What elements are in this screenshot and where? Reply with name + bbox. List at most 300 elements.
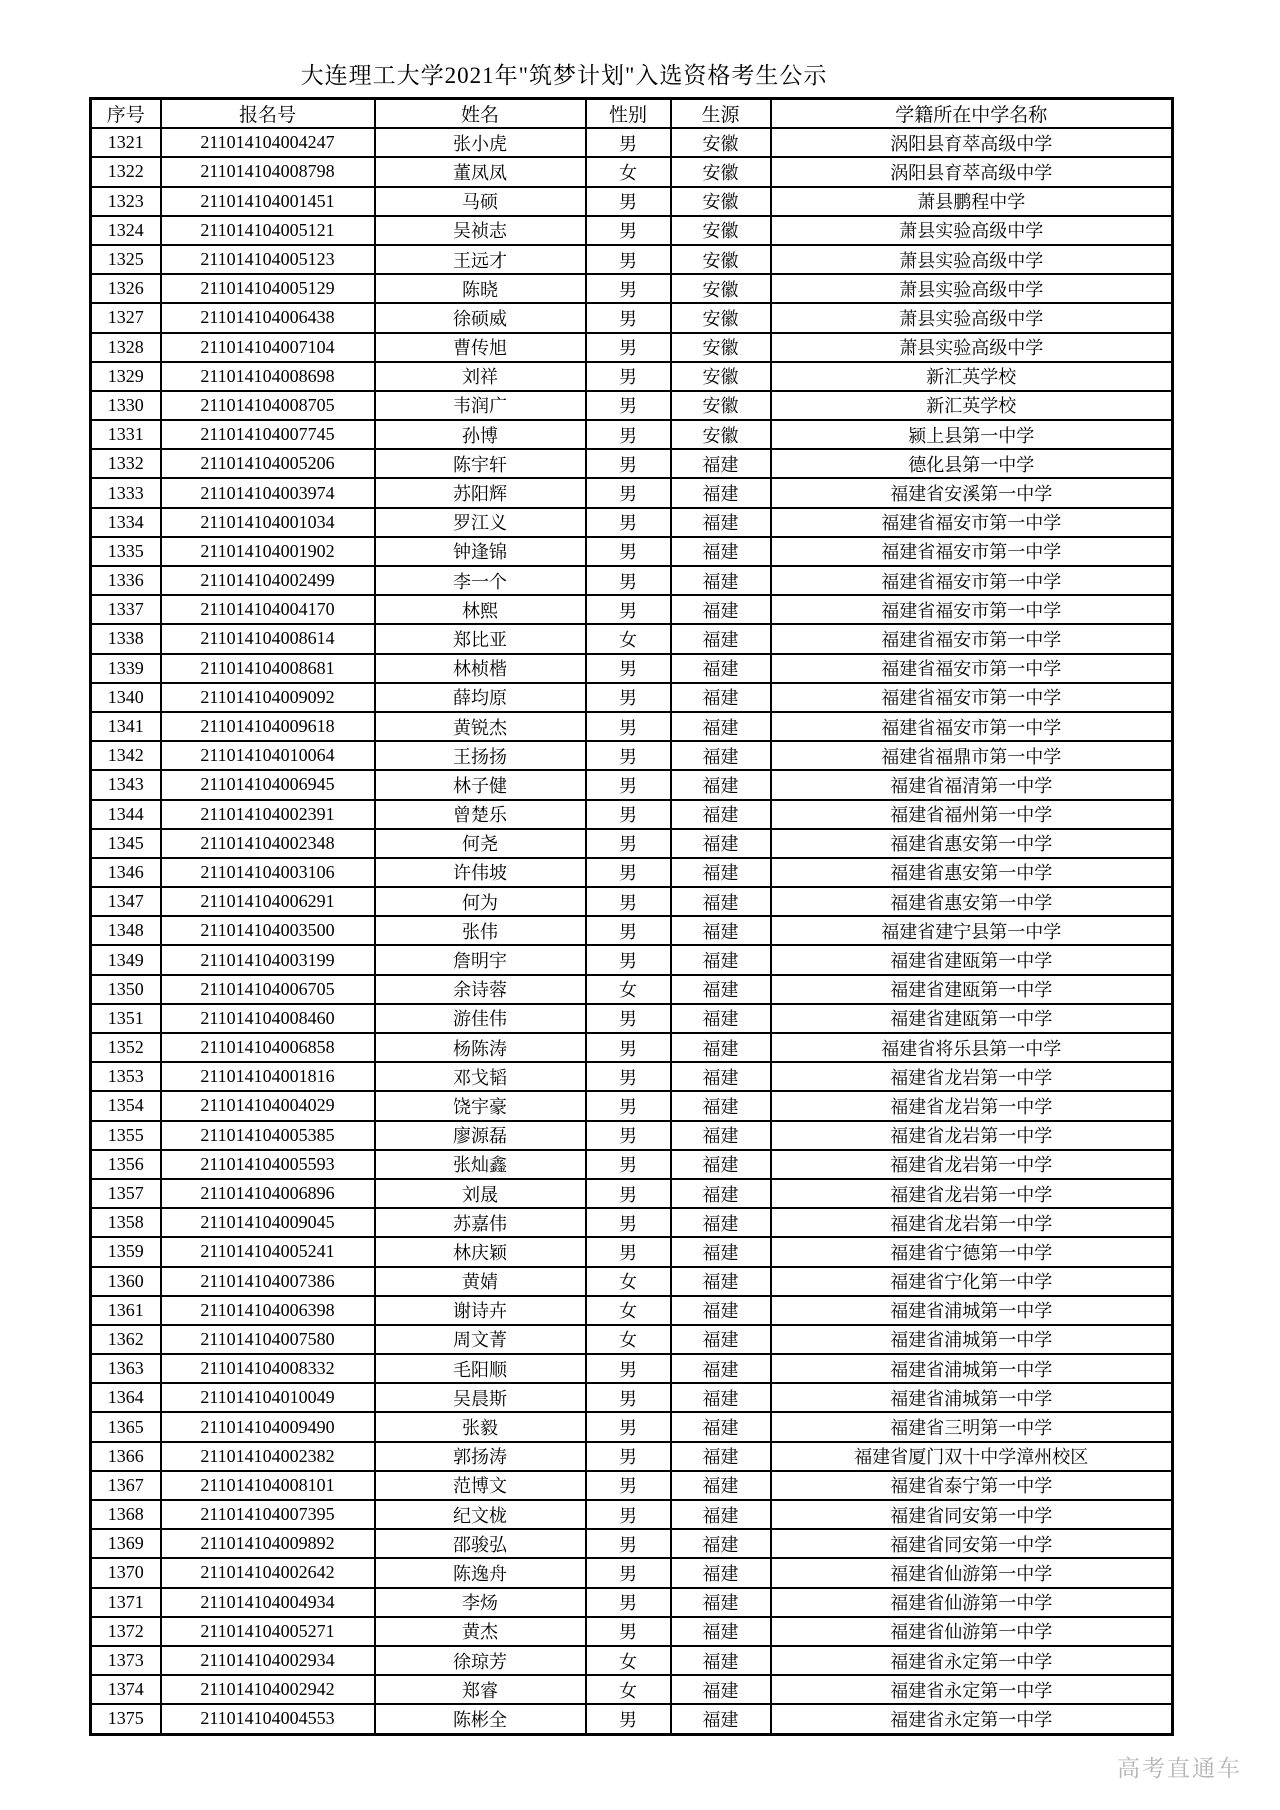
table-cell: 钟逢锦 xyxy=(375,537,586,566)
table-cell: 211014104002642 xyxy=(161,1558,375,1587)
table-cell: 男 xyxy=(586,1529,671,1558)
table-cell: 男 xyxy=(586,1354,671,1383)
table-cell: 男 xyxy=(586,1412,671,1441)
table-cell: 1364 xyxy=(91,1383,161,1412)
table-cell: 饶宇豪 xyxy=(375,1091,586,1120)
table-cell: 211014104006705 xyxy=(161,975,375,1004)
table-row xyxy=(91,128,1173,157)
table-cell: 林庆颖 xyxy=(375,1237,586,1266)
table-cell: 211014104006858 xyxy=(161,1033,375,1062)
table-row xyxy=(91,1267,1173,1296)
table-cell: 1338 xyxy=(91,624,161,653)
table-cell: 男 xyxy=(586,274,671,303)
table-cell: 王远才 xyxy=(375,245,586,274)
table-cell: 211014104008681 xyxy=(161,654,375,683)
table-row xyxy=(91,624,1173,653)
table-cell: 张伟 xyxy=(375,916,586,945)
table-cell: 福建省厦门双十中学漳州校区 xyxy=(771,1442,1173,1471)
table-cell: 马硕 xyxy=(375,187,586,216)
table-cell: 邵骏弘 xyxy=(375,1529,586,1558)
table-cell: 福建 xyxy=(671,654,771,683)
table-cell: 福建省福安市第一中学 xyxy=(771,508,1173,537)
table-cell: 男 xyxy=(586,1237,671,1266)
table-cell: 福建 xyxy=(671,1383,771,1412)
table-cell: 萧县实验高级中学 xyxy=(771,245,1173,274)
table-cell: 安徽 xyxy=(671,362,771,391)
table-cell: 211014104010049 xyxy=(161,1383,375,1412)
table-cell: 福建省永定第一中学 xyxy=(771,1646,1173,1675)
table-cell: 1322 xyxy=(91,157,161,186)
table-cell: 211014104004247 xyxy=(161,128,375,157)
table-cell: 杨陈涛 xyxy=(375,1033,586,1062)
table-cell: 福建省龙岩第一中学 xyxy=(771,1091,1173,1120)
table-cell: 211014104006945 xyxy=(161,770,375,799)
table-row xyxy=(91,1529,1173,1558)
table-cell: 陈宇轩 xyxy=(375,449,586,478)
table-cell: 福建 xyxy=(671,1354,771,1383)
table-cell: 女 xyxy=(586,1325,671,1354)
table-cell: 李一个 xyxy=(375,566,586,595)
table-cell: 1324 xyxy=(91,216,161,245)
table-cell: 陈彬全 xyxy=(375,1704,586,1734)
table-cell: 1366 xyxy=(91,1442,161,1471)
table-row xyxy=(91,654,1173,683)
table-cell: 郑比亚 xyxy=(375,624,586,653)
table-cell: 苏嘉伟 xyxy=(375,1208,586,1237)
table-cell: 张小虎 xyxy=(375,128,586,157)
table-cell: 211014104001902 xyxy=(161,537,375,566)
table-cell: 福建省浦城第一中学 xyxy=(771,1325,1173,1354)
table-cell: 211014104001451 xyxy=(161,187,375,216)
table-cell: 涡阳县育萃高级中学 xyxy=(771,157,1173,186)
table-cell: 福建省龙岩第一中学 xyxy=(771,1208,1173,1237)
table-cell: 福建 xyxy=(671,1033,771,1062)
table-cell: 男 xyxy=(586,829,671,858)
table-cell: 吴祯志 xyxy=(375,216,586,245)
table-cell: 林桢楷 xyxy=(375,654,586,683)
table-cell: 211014104001034 xyxy=(161,508,375,537)
table-row xyxy=(91,1646,1173,1675)
table-row xyxy=(91,362,1173,391)
table-cell: 福建 xyxy=(671,1150,771,1179)
table-cell: 萧县实验高级中学 xyxy=(771,333,1173,362)
table-cell: 福建省福安市第一中学 xyxy=(771,595,1173,624)
table-cell: 1361 xyxy=(91,1296,161,1325)
table-cell: 男 xyxy=(586,741,671,770)
table-cell: 林熙 xyxy=(375,595,586,624)
table-cell: 男 xyxy=(586,1558,671,1587)
table-cell: 1365 xyxy=(91,1412,161,1441)
table-cell: 邓戈韬 xyxy=(375,1062,586,1091)
table-cell: 福建省同安第一中学 xyxy=(771,1529,1173,1558)
table-row xyxy=(91,975,1173,1004)
table-cell: 1339 xyxy=(91,654,161,683)
table-row xyxy=(91,1179,1173,1208)
table-cell: 男 xyxy=(586,420,671,449)
table-cell: 黄杰 xyxy=(375,1617,586,1646)
table-cell: 男 xyxy=(586,1091,671,1120)
table-row xyxy=(91,887,1173,916)
table-cell: 1330 xyxy=(91,391,161,420)
table-cell: 男 xyxy=(586,1471,671,1500)
table-cell: 范博文 xyxy=(375,1471,586,1500)
table-cell: 福建 xyxy=(671,800,771,829)
table-row xyxy=(91,741,1173,770)
header-row xyxy=(91,99,1173,129)
table-cell: 211014104006398 xyxy=(161,1296,375,1325)
table-cell: 1321 xyxy=(91,128,161,157)
table-cell: 福建省浦城第一中学 xyxy=(771,1354,1173,1383)
table-cell: 福建省永定第一中学 xyxy=(771,1704,1173,1734)
table-cell: 福建 xyxy=(671,916,771,945)
table-cell: 211014104002499 xyxy=(161,566,375,595)
table-cell: 福建 xyxy=(671,1004,771,1033)
table-cell: 男 xyxy=(586,216,671,245)
table-cell: 1346 xyxy=(91,858,161,887)
table-cell: 福建省福鼎市第一中学 xyxy=(771,741,1173,770)
table-cell: 福建 xyxy=(671,624,771,653)
table-cell: 1374 xyxy=(91,1675,161,1704)
table-cell: 吴晨斯 xyxy=(375,1383,586,1412)
table-cell: 1348 xyxy=(91,916,161,945)
table-cell: 陈逸舟 xyxy=(375,1558,586,1587)
table-cell: 1336 xyxy=(91,566,161,595)
table-cell: 德化县第一中学 xyxy=(771,449,1173,478)
table-cell: 福建 xyxy=(671,741,771,770)
table-cell: 郭扬涛 xyxy=(375,1442,586,1471)
table-cell: 1337 xyxy=(91,595,161,624)
table-cell: 福建 xyxy=(671,1062,771,1091)
table-cell: 福建 xyxy=(671,1617,771,1646)
table-cell: 男 xyxy=(586,1121,671,1150)
student-roster-table xyxy=(89,97,1174,1736)
table-cell: 安徽 xyxy=(671,245,771,274)
table-cell: 张灿鑫 xyxy=(375,1150,586,1179)
table-row xyxy=(91,1412,1173,1441)
table-cell: 福建 xyxy=(671,1296,771,1325)
table-cell: 211014104005593 xyxy=(161,1150,375,1179)
table-cell: 余诗蓉 xyxy=(375,975,586,1004)
table-row xyxy=(91,1442,1173,1471)
table-cell: 男 xyxy=(586,391,671,420)
table-cell: 孙博 xyxy=(375,420,586,449)
table-cell: 男 xyxy=(586,187,671,216)
table-row xyxy=(91,858,1173,887)
table-cell: 福建省福安市第一中学 xyxy=(771,566,1173,595)
table-cell: 男 xyxy=(586,1062,671,1091)
table-cell: 新汇英学校 xyxy=(771,391,1173,420)
table-cell: 1326 xyxy=(91,274,161,303)
table-cell: 211014104009092 xyxy=(161,683,375,712)
table-cell: 安徽 xyxy=(671,187,771,216)
table-cell: 黄婧 xyxy=(375,1267,586,1296)
table-cell: 211014104002391 xyxy=(161,800,375,829)
table-cell: 男 xyxy=(586,1033,671,1062)
table-body xyxy=(91,128,1173,1734)
table-cell: 福建 xyxy=(671,1704,771,1734)
table-cell: 211014104007386 xyxy=(161,1267,375,1296)
table-cell: 福建省福安市第一中学 xyxy=(771,683,1173,712)
table-cell: 1334 xyxy=(91,508,161,537)
table-cell: 福建 xyxy=(671,829,771,858)
table-cell: 何为 xyxy=(375,887,586,916)
table-cell: 福建省宁化第一中学 xyxy=(771,1267,1173,1296)
column-header-gender: 性别 xyxy=(586,99,671,129)
table-cell: 福建省建瓯第一中学 xyxy=(771,945,1173,974)
table-cell: 1360 xyxy=(91,1267,161,1296)
table-row xyxy=(91,683,1173,712)
table-cell: 福建省福安市第一中学 xyxy=(771,537,1173,566)
table-cell: 男 xyxy=(586,1150,671,1179)
table-cell: 1342 xyxy=(91,741,161,770)
table-cell: 211014104004170 xyxy=(161,595,375,624)
column-header-school: 学籍所在中学名称 xyxy=(771,99,1173,129)
table-cell: 福建省福安市第一中学 xyxy=(771,712,1173,741)
table-cell: 女 xyxy=(586,624,671,653)
table-cell: 福建 xyxy=(671,449,771,478)
table-cell: 211014104005241 xyxy=(161,1237,375,1266)
table-cell: 1323 xyxy=(91,187,161,216)
table-cell: 211014104005271 xyxy=(161,1617,375,1646)
table-cell: 张毅 xyxy=(375,1412,586,1441)
table-row xyxy=(91,449,1173,478)
table-row xyxy=(91,1588,1173,1617)
table-cell: 周文菁 xyxy=(375,1325,586,1354)
table-row xyxy=(91,1617,1173,1646)
table-row xyxy=(91,1004,1173,1033)
table-cell: 211014104007104 xyxy=(161,333,375,362)
table-cell: 韦润广 xyxy=(375,391,586,420)
table-cell: 211014104003199 xyxy=(161,945,375,974)
table-cell: 涡阳县育萃高级中学 xyxy=(771,128,1173,157)
table-row xyxy=(91,800,1173,829)
table-cell: 男 xyxy=(586,1442,671,1471)
table-cell: 福建 xyxy=(671,858,771,887)
table-cell: 福建 xyxy=(671,1121,771,1150)
table-cell: 211014104005123 xyxy=(161,245,375,274)
table-row xyxy=(91,1296,1173,1325)
table-row xyxy=(91,1150,1173,1179)
table-cell: 曹传旭 xyxy=(375,333,586,362)
table-cell: 1329 xyxy=(91,362,161,391)
table-cell: 211014104001816 xyxy=(161,1062,375,1091)
table-row xyxy=(91,245,1173,274)
table-row xyxy=(91,1121,1173,1150)
table-cell: 女 xyxy=(586,975,671,1004)
table-cell: 安徽 xyxy=(671,303,771,332)
table-cell: 1332 xyxy=(91,449,161,478)
table-cell: 萧县实验高级中学 xyxy=(771,274,1173,303)
table-cell: 男 xyxy=(586,887,671,916)
table-cell: 男 xyxy=(586,595,671,624)
table-row xyxy=(91,1675,1173,1704)
table-cell: 男 xyxy=(586,916,671,945)
table-row xyxy=(91,945,1173,974)
table-cell: 女 xyxy=(586,1267,671,1296)
table-cell: 福建 xyxy=(671,770,771,799)
table-cell: 1352 xyxy=(91,1033,161,1062)
table-cell: 1349 xyxy=(91,945,161,974)
table-cell: 福建省惠安第一中学 xyxy=(771,829,1173,858)
table-cell: 211014104005121 xyxy=(161,216,375,245)
watermark: 高考直通车 xyxy=(1117,1755,1242,1781)
table-cell: 1341 xyxy=(91,712,161,741)
table-cell: 福建省泰宁第一中学 xyxy=(771,1471,1173,1500)
table-row xyxy=(91,712,1173,741)
table-cell: 男 xyxy=(586,800,671,829)
table-cell: 1351 xyxy=(91,1004,161,1033)
table-cell: 211014104009618 xyxy=(161,712,375,741)
table-cell: 福建省龙岩第一中学 xyxy=(771,1179,1173,1208)
table-row xyxy=(91,333,1173,362)
table-row xyxy=(91,1354,1173,1383)
table-cell: 211014104003106 xyxy=(161,858,375,887)
table-cell: 1353 xyxy=(91,1062,161,1091)
table-cell: 1331 xyxy=(91,420,161,449)
table-cell: 福建省龙岩第一中学 xyxy=(771,1150,1173,1179)
table-cell: 董凤凤 xyxy=(375,157,586,186)
table-cell: 男 xyxy=(586,566,671,595)
table-cell: 安徽 xyxy=(671,420,771,449)
table-cell: 刘晟 xyxy=(375,1179,586,1208)
table-cell: 1372 xyxy=(91,1617,161,1646)
table-cell: 李炀 xyxy=(375,1588,586,1617)
table-cell: 男 xyxy=(586,1500,671,1529)
table-cell: 福建省浦城第一中学 xyxy=(771,1383,1173,1412)
table-cell: 福建 xyxy=(671,1091,771,1120)
table-cell: 福建省仙游第一中学 xyxy=(771,1617,1173,1646)
table-cell: 福建 xyxy=(671,975,771,1004)
table-cell: 安徽 xyxy=(671,333,771,362)
table-cell: 1344 xyxy=(91,800,161,829)
table-cell: 男 xyxy=(586,362,671,391)
table-cell: 男 xyxy=(586,654,671,683)
table-cell: 男 xyxy=(586,1704,671,1734)
table-cell: 男 xyxy=(586,508,671,537)
table-row xyxy=(91,1237,1173,1266)
table-cell: 男 xyxy=(586,1208,671,1237)
table-cell: 211014104008614 xyxy=(161,624,375,653)
table-row xyxy=(91,1033,1173,1062)
table-cell: 1367 xyxy=(91,1471,161,1500)
table-row xyxy=(91,1325,1173,1354)
table-cell: 何尧 xyxy=(375,829,586,858)
table-cell: 纪文栊 xyxy=(375,1500,586,1529)
table-cell: 福建 xyxy=(671,1471,771,1500)
table-cell: 曾楚乐 xyxy=(375,800,586,829)
table-cell: 男 xyxy=(586,449,671,478)
table-cell: 福建 xyxy=(671,712,771,741)
table-cell: 女 xyxy=(586,1675,671,1704)
table-cell: 男 xyxy=(586,1588,671,1617)
table-cell: 福建 xyxy=(671,1267,771,1296)
table-cell: 罗江义 xyxy=(375,508,586,537)
table-cell: 福建省龙岩第一中学 xyxy=(771,1062,1173,1091)
table-cell: 福建 xyxy=(671,887,771,916)
table-row xyxy=(91,595,1173,624)
table-cell: 男 xyxy=(586,1004,671,1033)
table-cell: 萧县鹏程中学 xyxy=(771,187,1173,216)
table-cell: 男 xyxy=(586,945,671,974)
table-row xyxy=(91,916,1173,945)
table-cell: 211014104007745 xyxy=(161,420,375,449)
table-cell: 211014104005206 xyxy=(161,449,375,478)
table-cell: 211014104008698 xyxy=(161,362,375,391)
table-cell: 萧县实验高级中学 xyxy=(771,303,1173,332)
table-cell: 1340 xyxy=(91,683,161,712)
table-cell: 廖源磊 xyxy=(375,1121,586,1150)
table-cell: 女 xyxy=(586,1646,671,1675)
table-cell: 颍上县第一中学 xyxy=(771,420,1173,449)
table-row xyxy=(91,537,1173,566)
table-cell: 福建 xyxy=(671,945,771,974)
table-cell: 詹明宇 xyxy=(375,945,586,974)
table-cell: 福建 xyxy=(671,1325,771,1354)
table-cell: 福建 xyxy=(671,1412,771,1441)
table-cell: 211014104008798 xyxy=(161,157,375,186)
table-cell: 1373 xyxy=(91,1646,161,1675)
table-cell: 福建 xyxy=(671,1179,771,1208)
table-row xyxy=(91,829,1173,858)
table-cell: 福建省三明第一中学 xyxy=(771,1412,1173,1441)
table-cell: 211014104005129 xyxy=(161,274,375,303)
table-cell: 薛均原 xyxy=(375,683,586,712)
table-row xyxy=(91,1208,1173,1237)
table-row xyxy=(91,1471,1173,1500)
table-row xyxy=(91,1500,1173,1529)
table-row xyxy=(91,1091,1173,1120)
table-cell: 黄锐杰 xyxy=(375,712,586,741)
table-cell: 苏阳辉 xyxy=(375,478,586,507)
table-cell: 1328 xyxy=(91,333,161,362)
table-row xyxy=(91,391,1173,420)
table-cell: 211014104007580 xyxy=(161,1325,375,1354)
table-cell: 福建 xyxy=(671,537,771,566)
table-cell: 福建 xyxy=(671,595,771,624)
table-row xyxy=(91,566,1173,595)
table-cell: 福建省惠安第一中学 xyxy=(771,858,1173,887)
table-cell: 福建 xyxy=(671,1442,771,1471)
table-cell: 王扬扬 xyxy=(375,741,586,770)
table-cell: 男 xyxy=(586,128,671,157)
table-cell: 男 xyxy=(586,770,671,799)
table-cell: 211014104002942 xyxy=(161,1675,375,1704)
table-cell: 福建省浦城第一中学 xyxy=(771,1296,1173,1325)
table-cell: 萧县实验高级中学 xyxy=(771,216,1173,245)
table-cell: 211014104004934 xyxy=(161,1588,375,1617)
table-cell: 1369 xyxy=(91,1529,161,1558)
table-cell: 福建省宁德第一中学 xyxy=(771,1237,1173,1266)
table-cell: 1357 xyxy=(91,1179,161,1208)
table-cell: 福建省仙游第一中学 xyxy=(771,1588,1173,1617)
table-cell: 1327 xyxy=(91,303,161,332)
table-row xyxy=(91,1062,1173,1091)
table-row xyxy=(91,157,1173,186)
table-cell: 福建 xyxy=(671,1529,771,1558)
table-cell: 福建省惠安第一中学 xyxy=(771,887,1173,916)
table-cell: 男 xyxy=(586,1617,671,1646)
table-cell: 福建省安溪第一中学 xyxy=(771,478,1173,507)
table-cell: 福建省龙岩第一中学 xyxy=(771,1121,1173,1150)
table-cell: 毛阳顺 xyxy=(375,1354,586,1383)
table-cell: 福建 xyxy=(671,1500,771,1529)
table-cell: 1358 xyxy=(91,1208,161,1237)
table-cell: 1325 xyxy=(91,245,161,274)
table-cell: 福建省福清第一中学 xyxy=(771,770,1173,799)
table-row xyxy=(91,420,1173,449)
table-cell: 福建省建瓯第一中学 xyxy=(771,1004,1173,1033)
table-cell: 211014104009490 xyxy=(161,1412,375,1441)
